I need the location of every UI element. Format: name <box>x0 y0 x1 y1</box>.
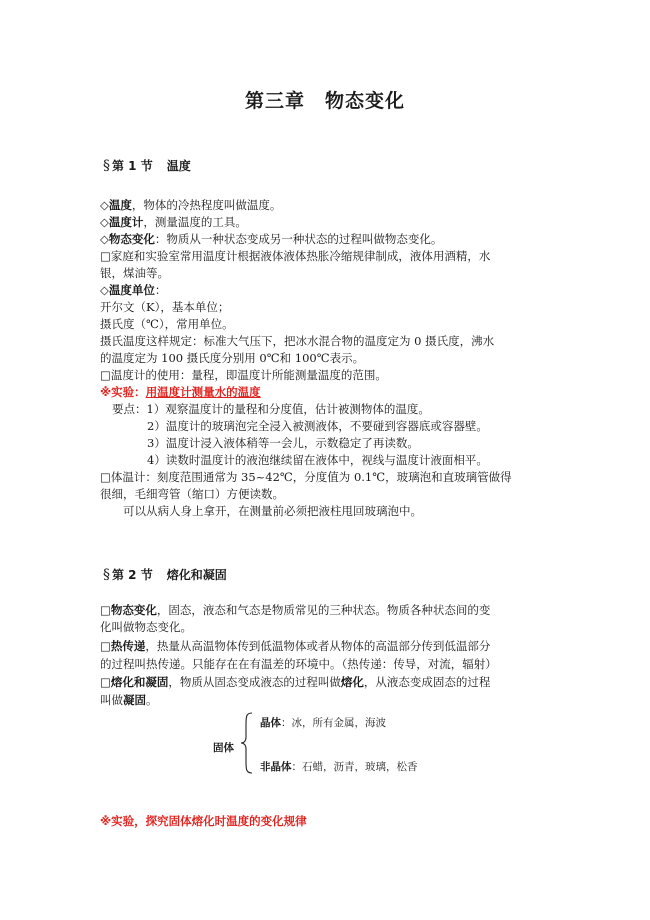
definition-thermometer: ◇温度计，测量温度的工具。 <box>100 215 247 229</box>
experiment-heading-2: ※实验，探究固体熔化时温度的变化规律 <box>100 814 307 828</box>
text-line: 可以从病人身上拿开，在测量前必须把液柱甩回玻璃泡中。 <box>123 504 422 518</box>
paragraph-heat-transfer: □热传递，热量从高温物体传到低温物体或者从物体的高温部分传到低温部分 <box>100 639 491 653</box>
text-line: □体温计：刻度范围通常为 35~42℃，分度值为 0.1℃，玻璃泡和直玻璃管做得 <box>100 470 512 484</box>
chapter-title <box>0 86 650 113</box>
section-name: 熔化和凝固 <box>166 568 227 582</box>
diagram-crystal: 晶体：冰，所有金属，海波 <box>260 717 386 729</box>
section-heading-2 <box>103 566 227 583</box>
brace-icon <box>239 711 255 775</box>
section-sign-icon: § <box>103 158 110 174</box>
section-number: 第 1 节 <box>112 159 153 173</box>
experiment-heading-1: ※实验：用温度计测量水的温度 <box>100 385 261 399</box>
section-number: 第 2 节 <box>112 568 153 582</box>
text-line: □家庭和实验室常用温度计根据液体液体热胀冷缩规律制成，液体用酒精，水 <box>100 249 491 263</box>
key-point: 3）温度计浸入液体稍等一会儿，示数稳定了再读数。 <box>147 436 419 450</box>
text-line: 的温度定为 100 摄氏度分别用 0℃和 100℃表示。 <box>100 351 365 365</box>
text-line: 银，煤油等。 <box>100 266 169 280</box>
section-sign-icon: § <box>103 567 110 583</box>
definition-state-change: ◇物态变化：物质从一种状态变成另一种状态的过程叫做物态变化。 <box>100 232 443 246</box>
section-name: 温度 <box>166 159 191 173</box>
diagram-root-solid: 固体 <box>213 742 234 754</box>
diagram-amorphous: 非晶体：石蜡，沥青，玻璃，松香 <box>260 761 418 773</box>
paragraph-state-change: □物态变化，固态，液态和气态是物质常见的三种状态。物质各种状态间的变 <box>100 603 491 617</box>
definition-units: ◇温度单位： <box>100 283 167 297</box>
section-heading-1 <box>103 157 191 174</box>
text-line: 很细，毛细弯管（缩口）方便读数。 <box>100 487 284 501</box>
text-line: 摄氏温度这样规定：标准大气压下，把冰水混合物的温度定为 0 摄氏度，沸水 <box>100 334 495 348</box>
chapter-number: 第三章 <box>244 90 305 112</box>
key-point: 要点：1）观察温度计的量程和分度值，估计被测物体的温度。 <box>112 402 430 416</box>
text-line: 开尔文（K），基本单位； <box>100 300 230 314</box>
text-line: 叫做凝固。 <box>100 693 158 707</box>
text-line: 化叫做物态变化。 <box>100 620 192 634</box>
text-line: □温度计的使用：量程，即温度计所能测量温度的范围。 <box>100 368 387 382</box>
key-point: 2）温度计的玻璃泡完全浸入被测液体，不要碰到容器底或容器壁。 <box>147 419 488 433</box>
key-point: 4）读数时温度计的液泡继续留在液体中，视线与温度计液面相平。 <box>147 453 488 467</box>
chapter-name: 物态变化 <box>325 90 406 112</box>
paragraph-melting: □熔化和凝固，物质从固态变成液态的过程叫做熔化，从液态变成固态的过程 <box>100 675 491 689</box>
text-line: 的过程叫热传递。只能存在在有温差的环境中。（热传递：传导，对流，辐射） <box>100 657 497 671</box>
definition-temperature: ◇温度，物体的冷热程度叫做温度。 <box>100 198 282 212</box>
text-line: 摄氏度（℃），常用单位。 <box>100 317 234 331</box>
